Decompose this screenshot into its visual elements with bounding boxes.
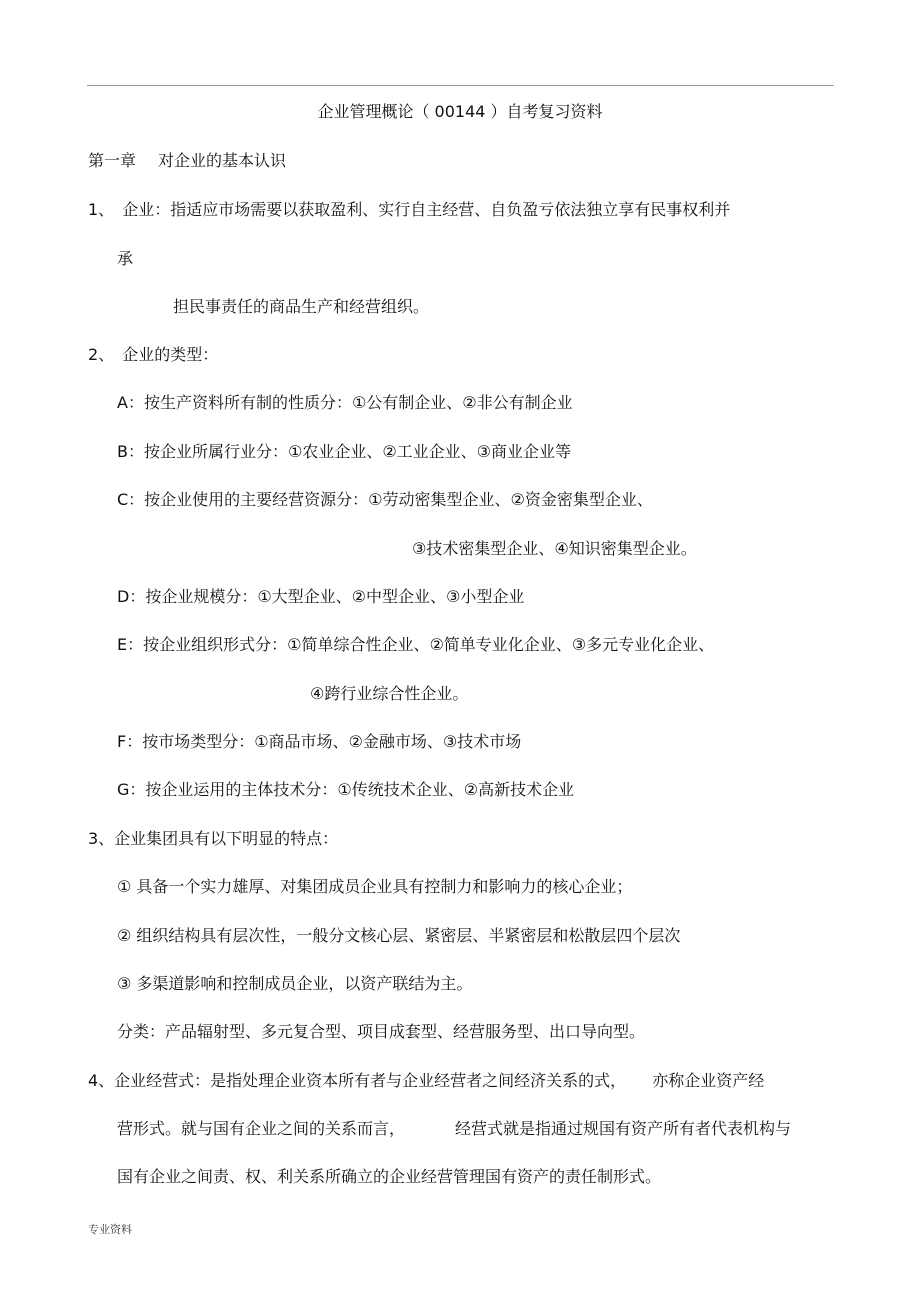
item-1-number: 1、 [88, 200, 115, 219]
item-4-line-2 [117, 1118, 791, 1140]
item-3-heading: 3、企业集团具有以下明显的特点： [88, 829, 339, 848]
group-classification: 分类：产品辐射型、多元复合型、项目成套型、经营服务型、出口导向型。 [117, 1022, 646, 1041]
feature-1: ① 具备一个实力雄厚、对集团成员企业具有控制力和影响力的核心企业； [117, 877, 633, 896]
item-2 [88, 344, 218, 366]
type-e: E：按企业组织形式分：①简单综合性企业、②简单专业化企业、③多元专业化企业、 [117, 635, 715, 654]
feature-2: ② 组织结构具有层次性，一般分文核心层、紧密层、半紧密层和松散层四个层次 [117, 926, 681, 945]
item-1 [88, 199, 730, 221]
item-1-line-2: 承 [117, 249, 134, 268]
item-4-line-1a: 4、企业经营式：是指处理企业资本所有者与企业经营者之间经济关系的式， [88, 1071, 627, 1090]
item-1-line-3: 担民事责任的商品生产和经营组织。 [173, 297, 430, 316]
type-d: D：按企业规模分：①大型企业、②中型企业、③小型企业 [117, 587, 525, 606]
type-e-cont: ④跨行业综合性企业。 [310, 684, 469, 703]
chapter-heading [88, 150, 286, 172]
feature-3: ③ 多渠道影响和控制成员企业，以资产联结为主。 [117, 974, 473, 993]
page-footer: 专业资料 [88, 1223, 132, 1236]
chapter-number: 第一章 [88, 151, 137, 170]
type-b: B：按企业所属行业分：①农业企业、②工业企业、③商业企业等 [117, 442, 572, 461]
item-4-line-1b: 亦称企业资产经 [652, 1071, 765, 1090]
type-c-cont: ③技术密集型企业、④知识密集型企业。 [412, 539, 697, 558]
type-a: A：按生产资料所有制的性质分：①公有制企业、②非公有制企业 [117, 393, 573, 412]
item-2-number: 2、 [88, 345, 115, 364]
item-2-heading: 企业的类型： [122, 345, 219, 364]
header-rule [87, 85, 834, 86]
chapter-name: 对企业的基本认识 [158, 151, 287, 170]
item-4-line-2a: 营形式。就与国有企业之间的关系而言， [117, 1119, 406, 1138]
page-title: 企业管理概论（ 00144 ）自考复习资料 [317, 102, 603, 121]
item-1-text: 企业：指适应市场需要以获取盈利、实行自主经营、自负盈亏依法独立享有民事权利并 [122, 200, 731, 219]
type-f: F：按市场类型分：①商品市场、②金融市场、③技术市场 [117, 732, 522, 751]
item-4-line-3: 国有企业之间责、权、利关系所确立的企业经营管理国有资产的责任制形式。 [117, 1167, 662, 1186]
item-4-line-2b: 经营式就是指通过规国有资产所有者代表机构与 [455, 1119, 792, 1138]
type-c: C：按企业使用的主要经营资源分：①劳动密集型企业、②资金密集型企业、 [117, 490, 653, 509]
item-4-line-1 [88, 1070, 764, 1092]
type-g: G：按企业运用的主体技术分：①传统技术企业、②高新技术企业 [117, 780, 575, 799]
